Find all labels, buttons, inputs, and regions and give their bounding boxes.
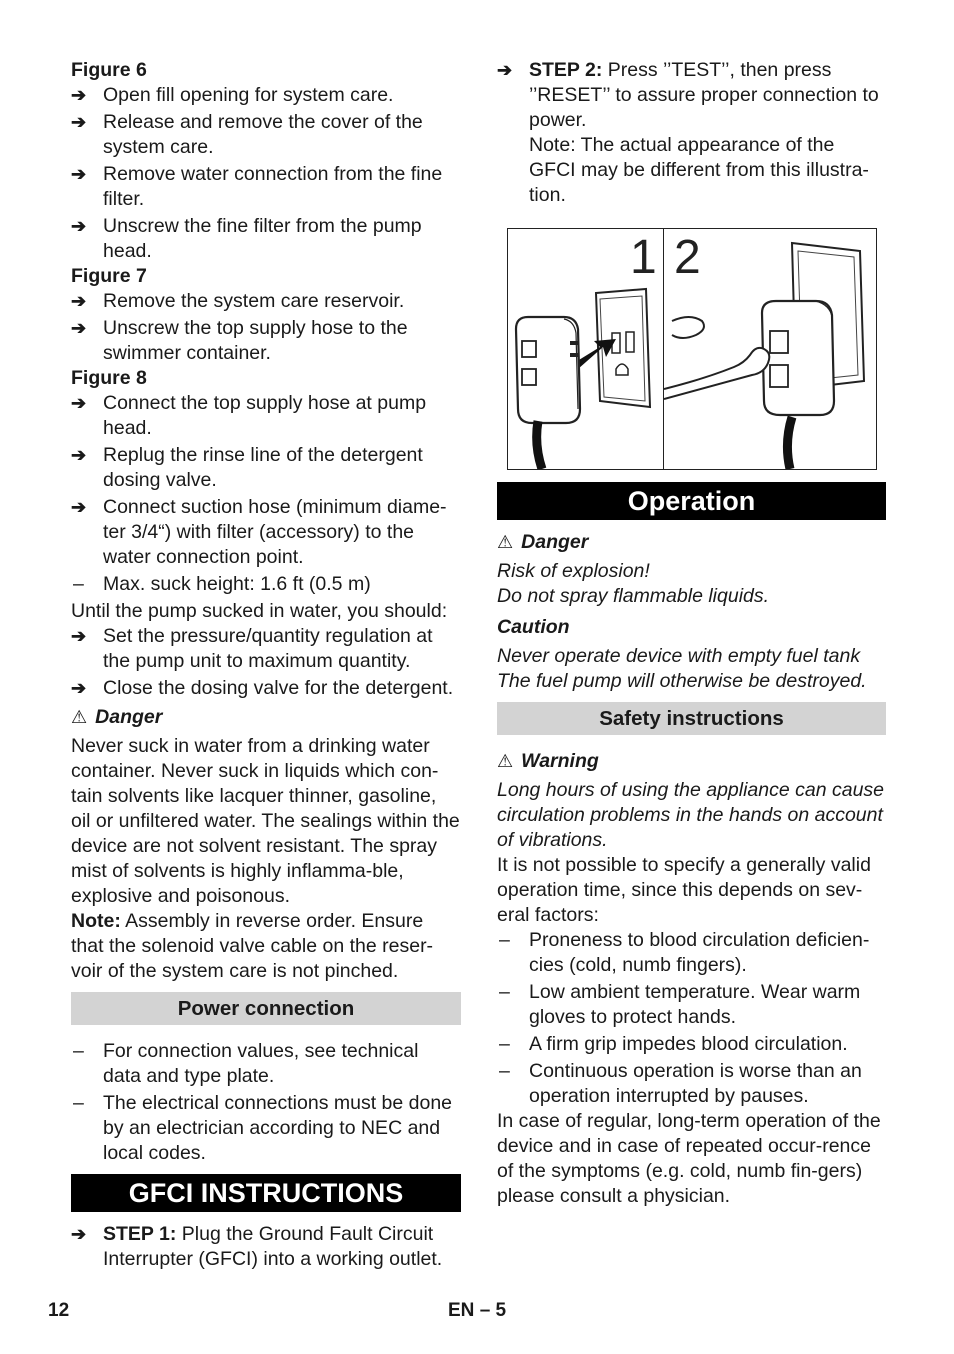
safety-instructions-heading: Safety instructions bbox=[497, 702, 886, 735]
right-arrow-icon: ➔ bbox=[71, 678, 87, 698]
right-arrow-icon: ➔ bbox=[71, 1224, 87, 1244]
right-arrow-icon: ➔ bbox=[71, 85, 87, 105]
list-item: ➔ Close the dosing valve for the detergent. bbox=[71, 677, 454, 699]
danger-line-1: Risk of explosion! bbox=[497, 560, 650, 582]
list-item: – For connection values, see technical data and type plate. bbox=[73, 1040, 419, 1087]
power-list bbox=[71, 1039, 461, 1166]
operation-time-text: It is not possible to specify a generally valid operation time, since this depends on sev-eral factors: bbox=[497, 854, 871, 926]
list-item: – A firm grip impedes blood circulation. bbox=[499, 1033, 848, 1055]
gfci-illustration bbox=[507, 228, 877, 470]
dash-bullet: – bbox=[499, 981, 510, 1003]
figure-8-list bbox=[71, 391, 461, 597]
step-2: ➔ STEP 2: Press ’’TEST’’, then press ’’RESET’’ to assure proper connection to power. bbox=[497, 59, 879, 131]
right-arrow-icon: ➔ bbox=[497, 60, 513, 80]
figure-6-heading: Figure 6 bbox=[71, 59, 147, 81]
right-arrow-icon: ➔ bbox=[71, 318, 87, 338]
warning-text: Long hours of using the appliance can cause circulation problems in the hands on account of vibrations. bbox=[497, 779, 885, 851]
consult-physician-text: In case of regular, long-term operation of the device and in case of repeated occur-rence of the symptoms (e.g. cold, numb fin-gers) please consult a physician. bbox=[497, 1110, 881, 1207]
list-item: ➔ Connect the top supply hose at pump head. bbox=[71, 392, 427, 439]
note-text: Note: Assembly in reverse order. Ensure that the solenoid valve cable on the reser-voir of the system care is not pinched. bbox=[71, 910, 434, 982]
operation-heading: Operation bbox=[497, 482, 886, 520]
warning-triangle-icon: ⚠ bbox=[497, 532, 514, 552]
language-page-marker: EN – 5 bbox=[448, 1300, 507, 1321]
danger-heading: ⚠ Danger bbox=[71, 706, 163, 728]
right-arrow-icon: ➔ bbox=[71, 164, 87, 184]
gfci-heading: GFCI INSTRUCTIONS bbox=[71, 1174, 461, 1212]
illustration-panel-1 bbox=[508, 229, 664, 469]
list-item: – Continuous operation is worse than an operation interrupted by pauses. bbox=[499, 1060, 862, 1107]
list-item: ➔ Remove water connection from the fine filter. bbox=[71, 163, 443, 210]
list-item: ➔ Unscrew the fine filter from the pump head. bbox=[71, 215, 422, 262]
right-arrow-icon: ➔ bbox=[71, 393, 87, 413]
power-connection-heading: Power connection bbox=[71, 992, 461, 1025]
dash-bullet: – bbox=[73, 1092, 84, 1114]
illustration-panel-2 bbox=[664, 229, 876, 469]
panel-number-2: 2 bbox=[674, 231, 701, 284]
step-2-note: Note: The actual appearance of the GFCI may be different from this illustra-tion. bbox=[529, 134, 869, 206]
right-column bbox=[497, 58, 886, 1209]
danger-line-2: Do not spray flammable liquids. bbox=[497, 585, 770, 607]
danger-text: Never suck in water from a drinking water container. Never suck in liquids which con-tain solvents like lacquer thinner, gasoline, oil or unfiltered water. The sealings within the device are not solvent resistant. The spray mist of solvents is highly inflamma-ble, explosive and poisonous. bbox=[71, 735, 460, 907]
caution-heading: Caution bbox=[497, 616, 570, 638]
right-arrow-icon: ➔ bbox=[71, 497, 87, 517]
right-arrow-icon: ➔ bbox=[71, 291, 87, 311]
dash-bullet: – bbox=[499, 1033, 510, 1055]
figure-7-heading: Figure 7 bbox=[71, 265, 147, 287]
list-item: – Low ambient temperature. Wear warm gloves to protect hands. bbox=[499, 981, 861, 1028]
right-arrow-icon: ➔ bbox=[71, 626, 87, 646]
step-1: ➔ STEP 1: Plug the Ground Fault Circuit Interrupter (GFCI) into a working outlet. bbox=[71, 1223, 443, 1270]
factors-list bbox=[497, 928, 886, 1109]
list-item: ➔ Set the pressure/quantity regulation at the pump unit to maximum quantity. bbox=[71, 625, 433, 672]
right-arrow-icon: ➔ bbox=[71, 216, 87, 236]
right-arrow-icon: ➔ bbox=[71, 112, 87, 132]
dash-bullet: – bbox=[499, 1060, 510, 1082]
warning-heading: ⚠ Warning bbox=[497, 750, 599, 772]
caution-line-2: The fuel pump will otherwise be destroyed. bbox=[497, 670, 867, 692]
list-item: ➔ Remove the system care reservoir. bbox=[71, 290, 405, 312]
list-item: ➔ Replug the rinse line of the detergent dosing valve. bbox=[71, 444, 423, 491]
dash-bullet: – bbox=[499, 929, 510, 951]
caution-line-1: Never operate device with empty fuel tank bbox=[497, 645, 861, 667]
figure-8-heading: Figure 8 bbox=[71, 367, 147, 389]
list-item: ➔ Unscrew the top supply hose to the swimmer container. bbox=[71, 317, 408, 364]
danger-heading: ⚠ Danger bbox=[497, 531, 589, 553]
list-item: ➔ Connect suction hose (minimum diame-ter 3/4“) with filter (accessory) to the water connection point. bbox=[71, 496, 447, 568]
panel-number-1: 1 bbox=[630, 231, 657, 284]
figure-6-list bbox=[71, 83, 461, 264]
dash-bullet: – bbox=[73, 573, 84, 595]
list-item: – The electrical connections must be done by an electrician according to NEC and local codes. bbox=[73, 1092, 453, 1164]
page-number: 12 bbox=[48, 1300, 70, 1321]
right-arrow-icon: ➔ bbox=[71, 445, 87, 465]
warning-triangle-icon: ⚠ bbox=[497, 751, 514, 771]
warning-triangle-icon: ⚠ bbox=[71, 707, 88, 727]
list-item: – Proneness to blood circulation deficien-cies (cold, numb fingers). bbox=[499, 929, 870, 976]
figure-7-list bbox=[71, 289, 461, 366]
until-list bbox=[71, 624, 461, 701]
list-item: – Max. suck height: 1.6 ft (0.5 m) bbox=[73, 573, 371, 595]
dash-bullet: – bbox=[73, 1040, 84, 1062]
list-item: ➔ Release and remove the cover of the system care. bbox=[71, 111, 423, 158]
list-item: ➔ Open fill opening for system care. bbox=[71, 84, 394, 106]
left-column bbox=[71, 58, 461, 1272]
until-text: Until the pump sucked in water, you should: bbox=[71, 600, 448, 622]
